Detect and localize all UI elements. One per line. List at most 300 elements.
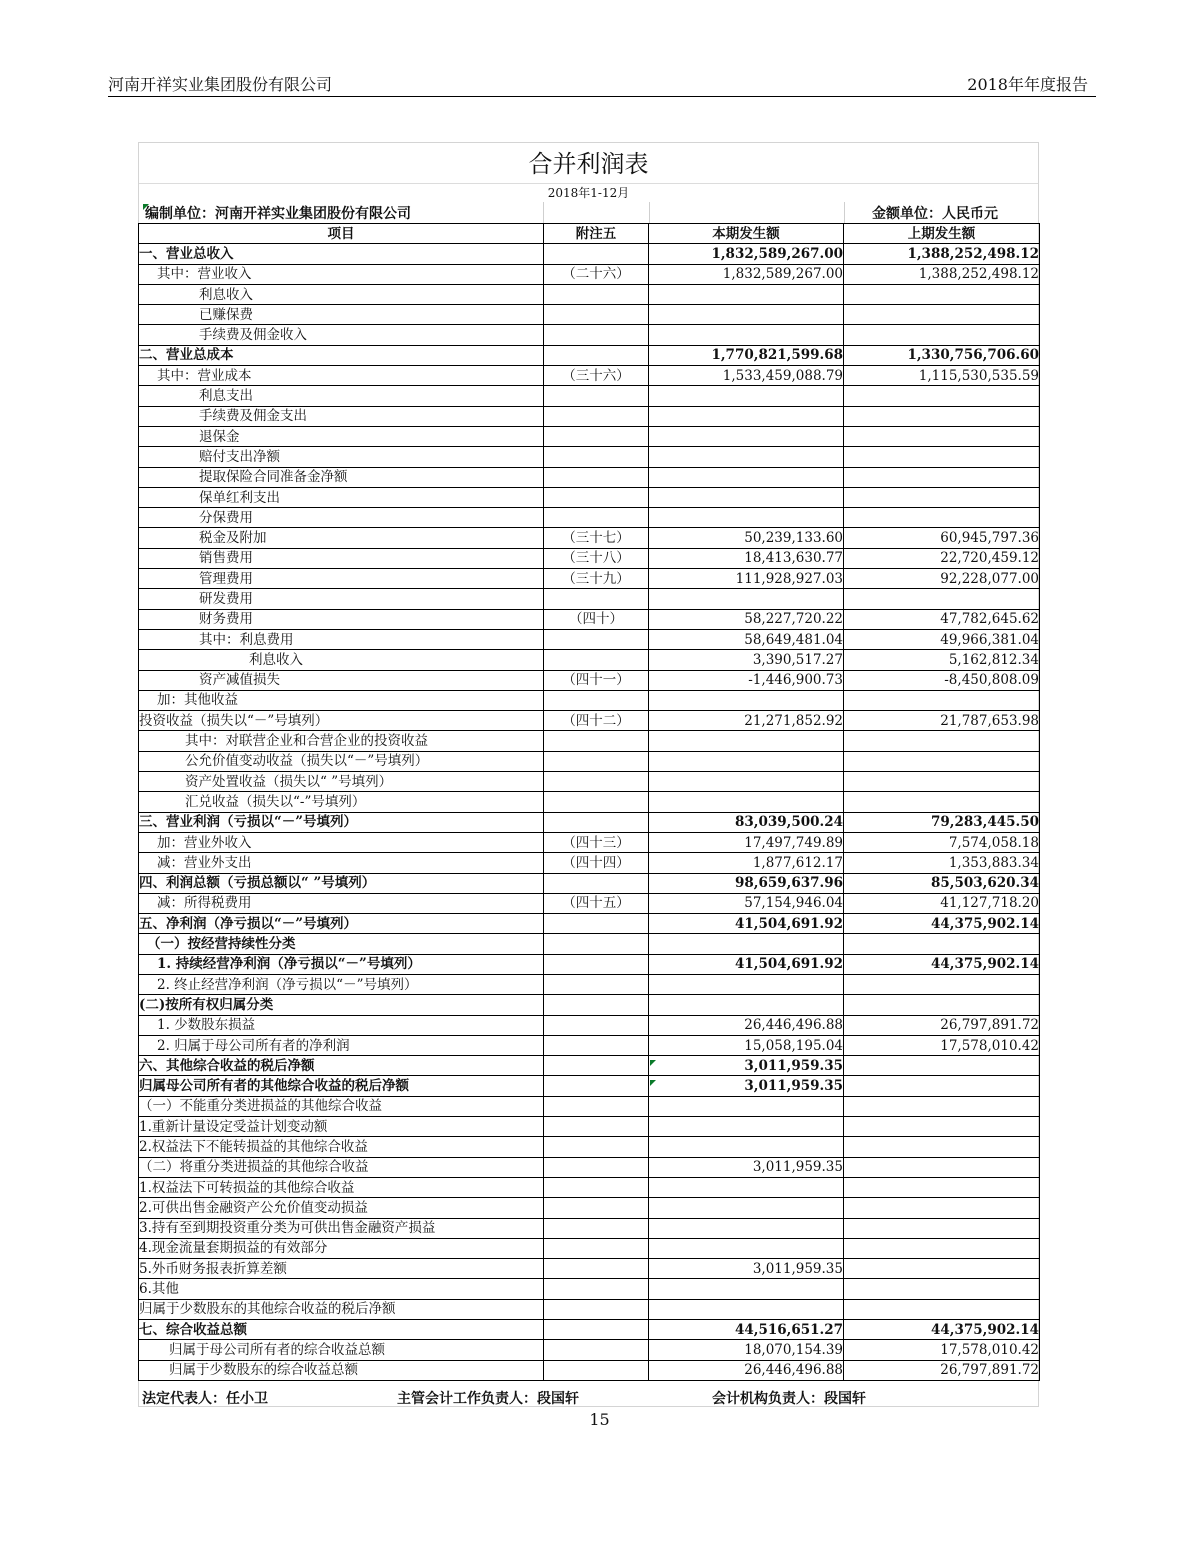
table-row — [139, 284, 1040, 304]
table-row — [139, 670, 1040, 690]
item-cell: 其中：营业成本 — [139, 366, 544, 386]
column-header-note: 附注五 — [544, 224, 649, 244]
table-row — [139, 1360, 1040, 1380]
prior-amount-cell: 17,578,010.42 — [844, 1035, 1040, 1055]
note-cell: （三十九） — [544, 569, 649, 589]
info-row — [139, 202, 1038, 223]
note-cell — [544, 1360, 649, 1380]
income-statement-sheet — [138, 142, 1039, 1407]
note-cell — [544, 812, 649, 832]
item-cell: 利息支出 — [139, 386, 544, 406]
item-cell: 2.可供出售金融资产公允价值变动损益 — [139, 1198, 544, 1218]
table-row — [139, 386, 1040, 406]
current-amount-cell — [649, 487, 844, 507]
current-amount-cell: 18,413,630.77 — [649, 548, 844, 568]
item-cell: 六、其他综合收益的税后净额 — [139, 1056, 544, 1076]
current-amount-cell — [649, 406, 844, 426]
item-cell: 公允价值变动收益（损失以“－”号填列） — [139, 751, 544, 771]
note-cell — [544, 244, 649, 264]
statement-title: 合并利润表 — [139, 143, 1038, 184]
item-cell: 保单红利支出 — [139, 487, 544, 507]
item-cell: （一）按经营持续性分类 — [139, 934, 544, 954]
table-row — [139, 305, 1040, 325]
current-amount-cell: 15,058,195.04 — [649, 1035, 844, 1055]
item-cell: (二)按所有权归属分类 — [139, 995, 544, 1015]
item-cell: 投资收益（损失以“－”号填列） — [139, 711, 544, 731]
current-amount-cell — [649, 325, 844, 345]
table-row — [139, 1238, 1040, 1258]
note-cell — [544, 1015, 649, 1035]
column-header-prior: 上期发生额 — [844, 224, 1040, 244]
note-cell — [544, 487, 649, 507]
item-cell: 减：所得税费用 — [139, 893, 544, 913]
prior-amount-cell — [844, 1137, 1040, 1157]
current-amount-cell: 3,011,959.35 — [649, 1259, 844, 1279]
prior-amount-cell: 44,375,902.14 — [844, 914, 1040, 934]
prior-amount-cell: 92,228,077.00 — [844, 569, 1040, 589]
prior-amount-cell — [844, 1177, 1040, 1197]
note-cell — [544, 1279, 649, 1299]
table-row — [139, 1056, 1040, 1076]
current-amount-cell: 41,504,691.92 — [649, 914, 844, 934]
item-cell: 一、营业总收入 — [139, 244, 544, 264]
prior-amount-cell — [844, 386, 1040, 406]
item-cell: （二）将重分类进损益的其他综合收益 — [139, 1157, 544, 1177]
prior-amount-cell: 1,115,530,535.59 — [844, 366, 1040, 386]
current-amount-cell — [649, 934, 844, 954]
item-cell: 管理费用 — [139, 569, 544, 589]
prior-amount-cell: 26,797,891.72 — [844, 1360, 1040, 1380]
note-cell — [544, 1218, 649, 1238]
signature-row — [139, 1388, 1038, 1406]
table-row — [139, 244, 1040, 264]
current-amount-cell: 3,390,517.27 — [649, 650, 844, 670]
current-amount-cell: 1,832,589,267.00 — [649, 244, 844, 264]
item-cell: 利息收入 — [139, 650, 544, 670]
item-cell: 税金及附加 — [139, 528, 544, 548]
item-cell: 三、营业利润（亏损以“－”号填列） — [139, 812, 544, 832]
item-cell: 1. 持续经营净利润（净亏损以“－”号填列） — [139, 954, 544, 974]
current-amount-cell — [649, 1279, 844, 1299]
prior-amount-cell: 41,127,718.20 — [844, 893, 1040, 913]
table-row — [139, 589, 1040, 609]
current-amount-cell — [649, 974, 844, 994]
prior-amount-cell — [844, 1279, 1040, 1299]
current-amount-cell — [649, 467, 844, 487]
table-row — [139, 1117, 1040, 1137]
note-cell: （三十八） — [544, 548, 649, 568]
table-row — [139, 974, 1040, 994]
current-amount-cell — [649, 751, 844, 771]
table-row — [139, 792, 1040, 812]
table-row — [139, 751, 1040, 771]
table-row — [139, 1157, 1040, 1177]
item-cell: 5.外币财务报表折算差额 — [139, 1259, 544, 1279]
prior-amount-cell: 85,503,620.34 — [844, 873, 1040, 893]
note-cell — [544, 954, 649, 974]
table-row — [139, 325, 1040, 345]
table-row — [139, 264, 1040, 284]
current-amount-cell — [649, 447, 844, 467]
current-amount-cell: 44,516,651.27 — [649, 1320, 844, 1340]
note-cell — [544, 1177, 649, 1197]
prior-amount-cell — [844, 1157, 1040, 1177]
note-cell — [544, 914, 649, 934]
prior-amount-cell — [844, 792, 1040, 812]
cell-comment-marker — [650, 1080, 656, 1086]
note-cell — [544, 447, 649, 467]
prior-amount-cell: 21,787,653.98 — [844, 711, 1040, 731]
cell-comment-marker — [143, 204, 149, 210]
item-cell: 其中：利息费用 — [139, 629, 544, 649]
item-cell: 归属于少数股东的其他综合收益的税后净额 — [139, 1299, 544, 1319]
current-amount-cell: 3,011,959.35 — [649, 1076, 844, 1096]
table-row — [139, 853, 1040, 873]
prior-amount-cell — [844, 1238, 1040, 1258]
item-cell: 2. 归属于母公司所有者的净利润 — [139, 1035, 544, 1055]
item-cell: 利息收入 — [139, 284, 544, 304]
prior-amount-cell — [844, 731, 1040, 751]
current-amount-cell: 3,011,959.35 — [649, 1157, 844, 1177]
table-row — [139, 711, 1040, 731]
prior-amount-cell — [844, 1076, 1040, 1096]
table-row — [139, 1137, 1040, 1157]
item-cell: 加：其他收益 — [139, 690, 544, 710]
report-title: 2018年年度报告 — [967, 75, 1088, 94]
table-row — [139, 934, 1040, 954]
note-cell — [544, 345, 649, 365]
note-cell — [544, 690, 649, 710]
prior-amount-cell — [844, 1056, 1040, 1076]
note-cell: （三十七） — [544, 528, 649, 548]
prior-amount-cell — [844, 508, 1040, 528]
current-amount-cell — [649, 508, 844, 528]
item-cell: 退保金 — [139, 426, 544, 446]
note-cell — [544, 1096, 649, 1116]
item-cell: 分保费用 — [139, 508, 544, 528]
company-name: 河南开祥实业集团股份有限公司 — [108, 75, 333, 94]
current-amount-cell: 98,659,637.96 — [649, 873, 844, 893]
note-cell — [544, 1035, 649, 1055]
item-cell: 1. 少数股东损益 — [139, 1015, 544, 1035]
cell-comment-marker — [650, 1060, 656, 1066]
prior-amount-cell — [844, 772, 1040, 792]
table-row — [139, 1177, 1040, 1197]
note-cell: （四十一） — [544, 670, 649, 690]
prior-amount-cell: 49,966,381.04 — [844, 629, 1040, 649]
current-amount-cell — [649, 1218, 844, 1238]
current-amount-cell: 1,832,589,267.00 — [649, 264, 844, 284]
accounting-dept-head: 会计机构负责人：段国轩 — [712, 1391, 866, 1407]
current-amount-cell: 1,533,459,088.79 — [649, 366, 844, 386]
legal-representative: 法定代表人：任小卫 — [142, 1391, 268, 1407]
note-cell: （四十二） — [544, 711, 649, 731]
prior-amount-cell: 1,353,883.34 — [844, 853, 1040, 873]
note-cell: （三十六） — [544, 366, 649, 386]
item-cell: 加：营业外收入 — [139, 832, 544, 852]
item-cell: 资产减值损失 — [139, 670, 544, 690]
prior-amount-cell: 1,330,756,706.60 — [844, 345, 1040, 365]
table-row — [139, 690, 1040, 710]
prior-amount-cell — [844, 406, 1040, 426]
current-amount-cell: 21,271,852.92 — [649, 711, 844, 731]
item-cell: 手续费及佣金收入 — [139, 325, 544, 345]
item-cell: 其中：营业收入 — [139, 264, 544, 284]
prior-amount-cell — [844, 1259, 1040, 1279]
item-cell: 归属母公司所有者的其他综合收益的税后净额 — [139, 1076, 544, 1096]
prior-amount-cell — [844, 447, 1040, 467]
note-cell — [544, 650, 649, 670]
current-amount-cell — [649, 995, 844, 1015]
table-row — [139, 426, 1040, 446]
prior-amount-cell — [844, 995, 1040, 1015]
item-cell: 归属于少数股东的综合收益总额 — [139, 1360, 544, 1380]
table-row — [139, 345, 1040, 365]
prior-amount-cell — [844, 325, 1040, 345]
note-cell — [544, 1056, 649, 1076]
prior-amount-cell: 26,797,891.72 — [844, 1015, 1040, 1035]
current-amount-cell — [649, 1299, 844, 1319]
note-cell — [544, 1238, 649, 1258]
table-row — [139, 609, 1040, 629]
table-row — [139, 914, 1040, 934]
item-cell: 销售费用 — [139, 548, 544, 568]
table-row — [139, 1076, 1040, 1096]
table-row — [139, 366, 1040, 386]
current-amount-cell: 57,154,946.04 — [649, 893, 844, 913]
item-cell: 归属于母公司所有者的综合收益总额 — [139, 1340, 544, 1360]
current-amount-cell — [649, 589, 844, 609]
prior-amount-cell — [844, 1299, 1040, 1319]
current-amount-cell — [649, 792, 844, 812]
note-cell: （四十三） — [544, 832, 649, 852]
current-amount-cell — [649, 284, 844, 304]
note-cell — [544, 1137, 649, 1157]
prior-amount-cell — [844, 1218, 1040, 1238]
item-cell: 四、利润总额（亏损总额以“ ”号填列） — [139, 873, 544, 893]
table-row — [139, 1015, 1040, 1035]
table-row — [139, 1259, 1040, 1279]
item-cell: 减：营业外支出 — [139, 853, 544, 873]
prior-amount-cell: 1,388,252,498.12 — [844, 264, 1040, 284]
prior-amount-cell: 17,578,010.42 — [844, 1340, 1040, 1360]
note-cell — [544, 995, 649, 1015]
page-header — [108, 70, 1096, 97]
note-cell — [544, 1198, 649, 1218]
note-cell — [544, 1259, 649, 1279]
item-cell: 1.重新计量设定受益计划变动额 — [139, 1117, 544, 1137]
current-amount-cell — [649, 386, 844, 406]
note-cell — [544, 751, 649, 771]
current-amount-cell — [649, 1137, 844, 1157]
prior-amount-cell: 60,945,797.36 — [844, 528, 1040, 548]
item-cell: 1.权益法下可转损益的其他综合收益 — [139, 1177, 544, 1197]
current-amount-cell: 1,770,821,599.68 — [649, 345, 844, 365]
current-amount-cell: 1,877,612.17 — [649, 853, 844, 873]
current-amount-cell — [649, 690, 844, 710]
note-cell — [544, 508, 649, 528]
item-cell: 汇兑收益（损失以“-”号填列） — [139, 792, 544, 812]
prior-amount-cell: 44,375,902.14 — [844, 1320, 1040, 1340]
note-cell — [544, 772, 649, 792]
table-row — [139, 528, 1040, 548]
item-cell: 财务费用 — [139, 609, 544, 629]
prior-amount-cell — [844, 467, 1040, 487]
item-cell: 6.其他 — [139, 1279, 544, 1299]
note-cell — [544, 305, 649, 325]
table-row — [139, 467, 1040, 487]
note-cell — [544, 467, 649, 487]
item-cell: 2.权益法下不能转损益的其他综合收益 — [139, 1137, 544, 1157]
prior-amount-cell: 5,162,812.34 — [844, 650, 1040, 670]
column-header-item: 项目 — [139, 224, 544, 244]
column-header-current: 本期发生额 — [649, 224, 844, 244]
table-row — [139, 629, 1040, 649]
item-cell: 研发费用 — [139, 589, 544, 609]
prior-amount-cell — [844, 589, 1040, 609]
note-cell — [544, 1340, 649, 1360]
table-row — [139, 1035, 1040, 1055]
table-row — [139, 508, 1040, 528]
note-cell — [544, 934, 649, 954]
note-cell: （四十四） — [544, 853, 649, 873]
prior-amount-cell — [844, 1198, 1040, 1218]
table-row — [139, 812, 1040, 832]
note-cell — [544, 1157, 649, 1177]
current-amount-cell — [649, 1238, 844, 1258]
prior-amount-cell — [844, 934, 1040, 954]
table-row — [139, 772, 1040, 792]
table-row — [139, 447, 1040, 467]
current-amount-cell: 26,446,496.88 — [649, 1015, 844, 1035]
current-amount-cell: 58,227,720.22 — [649, 609, 844, 629]
prior-amount-cell — [844, 284, 1040, 304]
note-cell — [544, 1117, 649, 1137]
current-amount-cell — [649, 305, 844, 325]
table-row — [139, 995, 1040, 1015]
income-statement-table — [138, 223, 1040, 1381]
note-cell — [544, 629, 649, 649]
current-amount-cell — [649, 1096, 844, 1116]
prior-amount-cell — [844, 1096, 1040, 1116]
prior-amount-cell: 44,375,902.14 — [844, 954, 1040, 974]
item-cell: （一）不能重分类进损益的其他综合收益 — [139, 1096, 544, 1116]
item-cell: 二、营业总成本 — [139, 345, 544, 365]
current-amount-cell: 83,039,500.24 — [649, 812, 844, 832]
current-amount-cell — [649, 1177, 844, 1197]
page-number: 15 — [589, 1410, 610, 1429]
table-row — [139, 1198, 1040, 1218]
prior-amount-cell — [844, 305, 1040, 325]
current-amount-cell — [649, 426, 844, 446]
table-row — [139, 954, 1040, 974]
table-header-row — [139, 224, 1040, 244]
note-cell: （四十五） — [544, 893, 649, 913]
table-row — [139, 832, 1040, 852]
accounting-head: 主管会计工作负责人：段国轩 — [397, 1391, 579, 1407]
item-cell: 七、综合收益总额 — [139, 1320, 544, 1340]
note-cell — [544, 1299, 649, 1319]
currency-unit: 金额单位：人民币元 — [872, 206, 998, 222]
current-amount-cell — [649, 1198, 844, 1218]
current-amount-cell: -1,446,900.73 — [649, 670, 844, 690]
item-cell: 其中：对联营企业和合营企业的投资收益 — [139, 731, 544, 751]
prior-amount-cell — [844, 487, 1040, 507]
table-row — [139, 1218, 1040, 1238]
table-row — [139, 1320, 1040, 1340]
current-amount-cell — [649, 1117, 844, 1137]
table-row — [139, 731, 1040, 751]
prior-amount-cell: 47,782,645.62 — [844, 609, 1040, 629]
note-cell — [544, 731, 649, 751]
current-amount-cell: 18,070,154.39 — [649, 1340, 844, 1360]
note-cell: （二十六） — [544, 264, 649, 284]
note-cell — [544, 1320, 649, 1340]
current-amount-cell: 3,011,959.35 — [649, 1056, 844, 1076]
item-cell: 提取保险合同准备金净额 — [139, 467, 544, 487]
table-row — [139, 1299, 1040, 1319]
prior-amount-cell — [844, 426, 1040, 446]
table-row — [139, 650, 1040, 670]
table-row — [139, 548, 1040, 568]
table-row — [139, 1096, 1040, 1116]
note-cell — [544, 792, 649, 812]
note-cell — [544, 589, 649, 609]
table-row — [139, 893, 1040, 913]
item-cell: 2. 终止经营净利润（净亏损以“－”号填列） — [139, 974, 544, 994]
prior-amount-cell: 22,720,459.12 — [844, 548, 1040, 568]
prior-amount-cell: 79,283,445.50 — [844, 812, 1040, 832]
table-row — [139, 406, 1040, 426]
prior-amount-cell — [844, 974, 1040, 994]
table-row — [139, 873, 1040, 893]
note-cell — [544, 1076, 649, 1096]
item-cell: 资产处置收益（损失以“ ”号填列） — [139, 772, 544, 792]
item-cell: 赔付支出净额 — [139, 447, 544, 467]
note-cell — [544, 974, 649, 994]
current-amount-cell: 58,649,481.04 — [649, 629, 844, 649]
item-cell: 3.持有至到期投资重分类为可供出售金融资产损益 — [139, 1218, 544, 1238]
prior-amount-cell: -8,450,808.09 — [844, 670, 1040, 690]
current-amount-cell: 41,504,691.92 — [649, 954, 844, 974]
note-cell — [544, 426, 649, 446]
prior-amount-cell — [844, 751, 1040, 771]
table-row — [139, 1340, 1040, 1360]
item-cell: 手续费及佣金支出 — [139, 406, 544, 426]
item-cell: 五、净利润（净亏损以“－”号填列） — [139, 914, 544, 934]
statement-period: 2018年1-12月 — [547, 186, 630, 200]
current-amount-cell — [649, 772, 844, 792]
item-cell: 已赚保费 — [139, 305, 544, 325]
prior-amount-cell: 7,574,058.18 — [844, 832, 1040, 852]
note-cell — [544, 386, 649, 406]
preparing-unit: 编制单位：河南开祥实业集团股份有限公司 — [145, 206, 411, 222]
note-cell — [544, 284, 649, 304]
current-amount-cell: 50,239,133.60 — [649, 528, 844, 548]
note-cell: （四十） — [544, 609, 649, 629]
current-amount-cell — [649, 731, 844, 751]
current-amount-cell: 111,928,927.03 — [649, 569, 844, 589]
note-cell — [544, 873, 649, 893]
prior-amount-cell: 1,388,252,498.12 — [844, 244, 1040, 264]
item-cell: 4.现金流量套期损益的有效部分 — [139, 1238, 544, 1258]
prior-amount-cell — [844, 690, 1040, 710]
note-cell — [544, 325, 649, 345]
table-row — [139, 569, 1040, 589]
current-amount-cell: 17,497,749.89 — [649, 832, 844, 852]
table-row — [139, 1279, 1040, 1299]
note-cell — [544, 406, 649, 426]
